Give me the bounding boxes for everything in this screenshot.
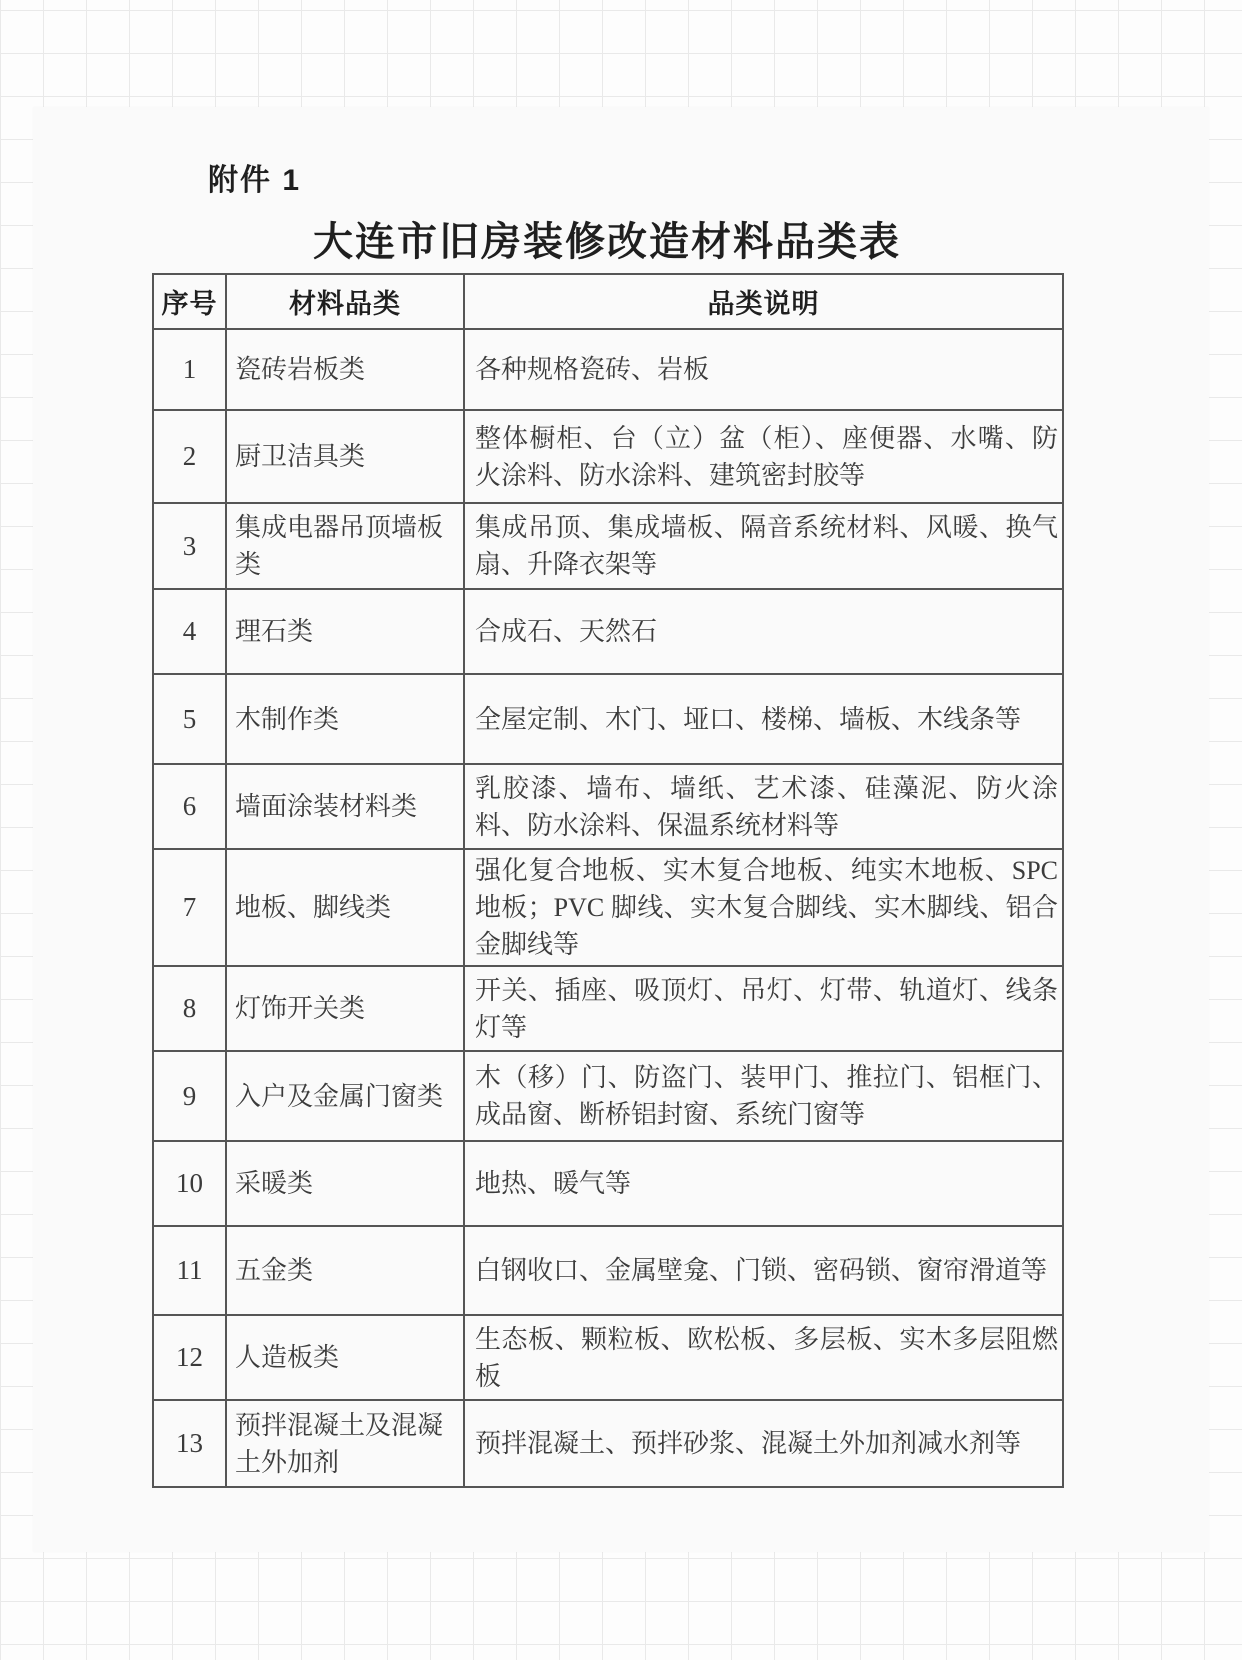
row-number: 4 [153,589,226,674]
table-row [153,764,1063,849]
row-number: 6 [153,764,226,849]
column-header: 材料品类 [226,274,464,329]
material-category-cell: 理石类 [226,589,464,674]
category-description-cell: 集成吊顶、集成墙板、隔音系统材料、风暖、换气扇、升降衣架等 [464,503,1063,589]
material-category-cell: 厨卫洁具类 [226,410,464,503]
material-category-cell: 预拌混凝土及混凝土外加剂 [226,1400,464,1487]
page-title: 大连市旧房装修改造材料品类表 [313,220,901,264]
table-row [153,1315,1063,1400]
category-description-cell: 白钢收口、金属壁龛、门锁、密码锁、窗帘滑道等 [464,1226,1063,1315]
row-number: 10 [153,1141,226,1226]
row-number: 12 [153,1315,226,1400]
table-row [153,1141,1063,1226]
category-description-cell: 各种规格瓷砖、岩板 [464,329,1063,410]
material-category-cell: 人造板类 [226,1315,464,1400]
material-category-cell: 地板、脚线类 [226,849,464,966]
row-number: 9 [153,1051,226,1141]
table-row [153,329,1063,410]
category-description-cell: 生态板、颗粒板、欧松板、多层板、实木多层阻燃板 [464,1315,1063,1400]
material-category-cell: 集成电器吊顶墙板类 [226,503,464,589]
table-row [153,589,1063,674]
row-number: 5 [153,674,226,764]
material-category-cell: 木制作类 [226,674,464,764]
attachment-label: 附件 1 [208,164,302,197]
row-number: 11 [153,1226,226,1315]
category-description-cell: 木（移）门、防盗门、装甲门、推拉门、铝框门、成品窗、断桥铝封窗、系统门窗等 [464,1051,1063,1141]
row-number: 3 [153,503,226,589]
material-category-cell: 入户及金属门窗类 [226,1051,464,1141]
material-category-cell: 灯饰开关类 [226,966,464,1051]
header-row [153,274,1063,329]
table-row [153,674,1063,764]
material-category-table [152,273,1064,1488]
table-row [153,503,1063,589]
document-page [33,107,1209,1552]
category-description-cell: 乳胶漆、墙布、墙纸、艺术漆、硅藻泥、防火涂料、防水涂料、保温系统材料等 [464,764,1063,849]
row-number: 1 [153,329,226,410]
row-number: 13 [153,1400,226,1487]
row-number: 8 [153,966,226,1051]
column-header: 品类说明 [464,274,1063,329]
category-description-cell: 全屋定制、木门、垭口、楼梯、墙板、木线条等 [464,674,1063,764]
table-row [153,849,1063,966]
material-category-cell: 五金类 [226,1226,464,1315]
material-category-cell: 墙面涂装材料类 [226,764,464,849]
category-description-cell: 合成石、天然石 [464,589,1063,674]
row-number: 7 [153,849,226,966]
material-category-cell: 采暖类 [226,1141,464,1226]
material-category-cell: 瓷砖岩板类 [226,329,464,410]
category-description-cell: 地热、暖气等 [464,1141,1063,1226]
category-description-cell: 预拌混凝土、预拌砂浆、混凝土外加剂减水剂等 [464,1400,1063,1487]
column-header: 序号 [153,274,226,329]
table-row [153,410,1063,503]
table-row [153,1400,1063,1487]
row-number: 2 [153,410,226,503]
table-row [153,966,1063,1051]
table-body [153,329,1063,1487]
table-row [153,1226,1063,1315]
category-description-cell: 开关、插座、吸顶灯、吊灯、灯带、轨道灯、线条灯等 [464,966,1063,1051]
category-description-cell: 整体橱柜、台（立）盆（柜）、座便器、水嘴、防火涂料、防水涂料、建筑密封胶等 [464,410,1063,503]
table-row [153,1051,1063,1141]
category-description-cell: 强化复合地板、实木复合地板、纯实木地板、SPC 地板；PVC 脚线、实木复合脚线、实木脚线、铝合金脚线等 [464,849,1063,966]
